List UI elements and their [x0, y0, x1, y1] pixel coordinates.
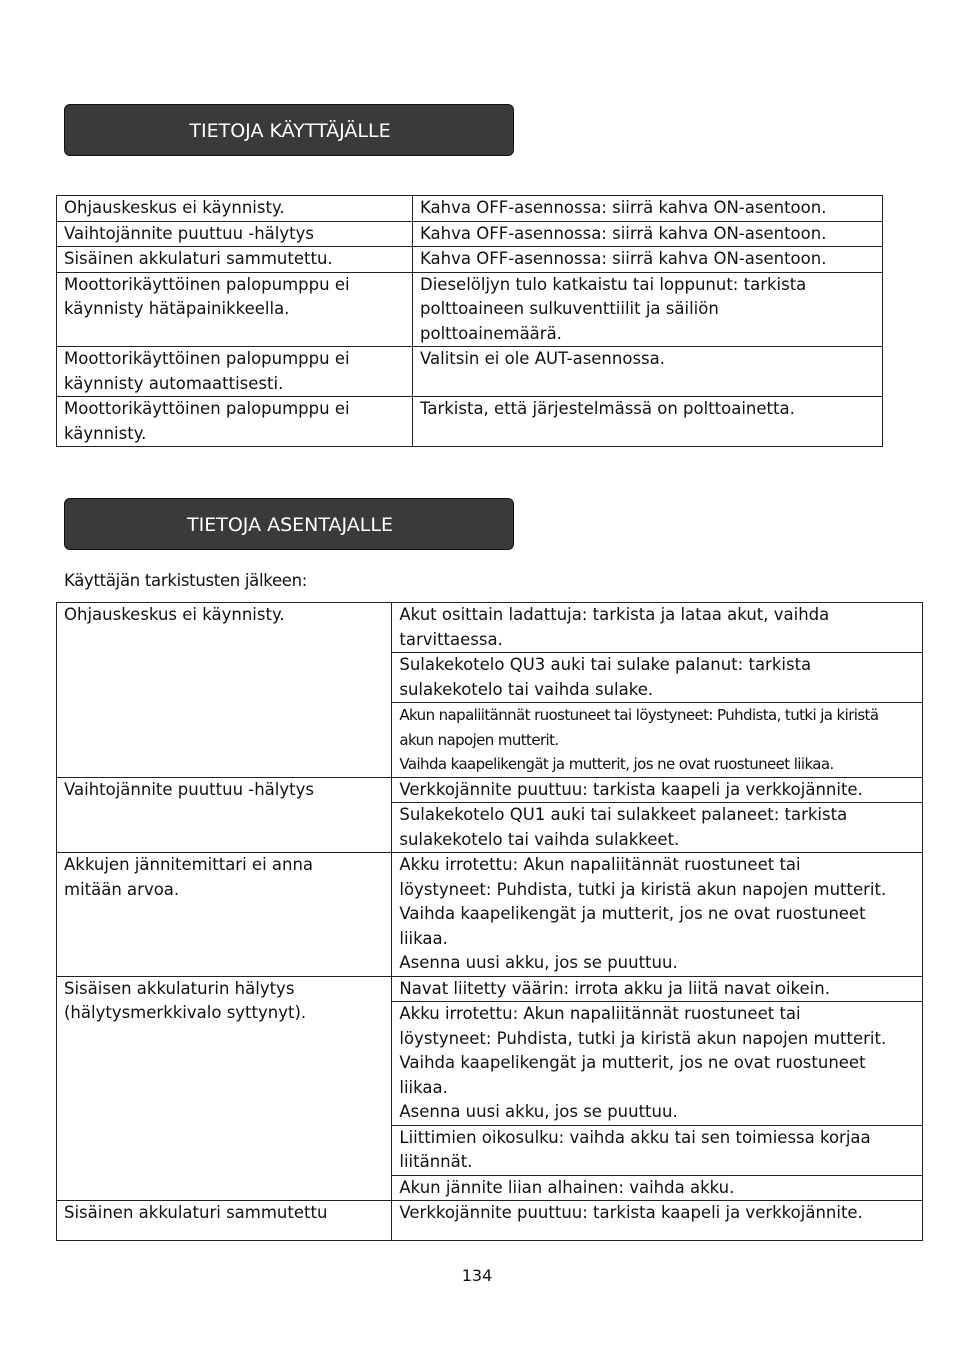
solution-cell: Akku irrotettu: Akun napaliitännät ruostuneet tai löystyneet: Puhdista, tutki ja kiristä akun napojen mutterit. Vaihda kaapelikengät ja mutterit, jos ne ovat ruostuneet liikaa. Asenna uusi akku, jos se puuttuu. — [392, 853, 923, 977]
user-troubleshooting-table — [56, 195, 883, 447]
table-row — [57, 196, 883, 222]
table-row — [57, 272, 883, 347]
solution-cell: Valitsin ei ole AUT-asennossa. — [413, 347, 883, 397]
table-row — [57, 853, 923, 977]
subheading: Käyttäjän tarkistusten jälkeen: — [64, 571, 308, 590]
solution-cell: Tarkista, että järjestelmässä on polttoainetta. — [413, 397, 883, 447]
solution-cell: Sulakekotelo QU1 auki tai sulakkeet palaneet: tarkista sulakekotelo tai vaihda sulakkeet. — [392, 803, 923, 853]
solution-cell: Verkkojännite puuttuu: tarkista kaapeli ja verkkojännite. — [392, 1201, 923, 1241]
problem-cell: Moottorikäyttöinen palopumppu ei käynnisty. — [57, 397, 413, 447]
solution-cell: Kahva OFF-asennossa: siirrä kahva ON-asentoon. — [413, 221, 883, 247]
table-row — [57, 221, 883, 247]
table-row — [57, 1201, 923, 1241]
section-title-installer: TIETOJA ASENTAJALLE — [187, 514, 393, 536]
problem-cell: Ohjauskeskus ei käynnisty. — [57, 196, 413, 222]
solution-cell: Akun jännite liian alhainen: vaihda akku. — [392, 1175, 923, 1201]
problem-cell: Moottorikäyttöinen palopumppu ei käynnisty automaattisesti. — [57, 347, 413, 397]
solution-cell: Akun napaliitännät ruostuneet tai löystyneet: Puhdista, tutki ja kiristä akun napojen mutterit. Vaihda kaapelikengät ja mutterit, jos ne ovat ruostuneet liikaa. — [392, 703, 923, 778]
solution-cell: Sulakekotelo QU3 auki tai sulake palanut: tarkista sulakekotelo tai vaihda sulake. — [392, 653, 923, 703]
installer-troubleshooting-table — [56, 602, 923, 1241]
solution-cell: Navat liitetty väärin: irrota akku ja liitä navat oikein. — [392, 976, 923, 1002]
solution-cell: Verkkojännite puuttuu: tarkista kaapeli ja verkkojännite. — [392, 777, 923, 803]
page-number: 134 — [461, 1266, 493, 1285]
problem-cell: Sisäisen akkulaturin hälytys (hälytysmerkkivalo syttynyt). — [57, 976, 392, 1201]
problem-cell: Sisäinen akkulaturi sammutettu. — [57, 247, 413, 273]
table-row — [57, 976, 923, 1002]
solution-cell: Liittimien oikosulku: vaihda akku tai sen toimiessa korjaa liitännät. — [392, 1125, 923, 1175]
section-banner-user — [64, 104, 514, 156]
problem-cell: Vaihtojännite puuttuu -hälytys — [57, 221, 413, 247]
table-row — [57, 603, 923, 653]
section-title-user: TIETOJA KÄYTTÄJÄLLE — [189, 120, 391, 142]
table-row — [57, 397, 883, 447]
problem-cell: Sisäinen akkulaturi sammutettu — [57, 1201, 392, 1241]
solution-cell: Dieselöljyn tulo katkaistu tai loppunut: tarkista polttoaineen sulkuventtiilit ja säiliön polttoainemäärä. — [413, 272, 883, 347]
table-row — [57, 777, 923, 803]
solution-cell: Kahva OFF-asennossa: siirrä kahva ON-asentoon. — [413, 196, 883, 222]
solution-cell: Akku irrotettu: Akun napaliitännät ruostuneet tai löystyneet: Puhdista, tutki ja kiristä akun napojen mutterit. Vaihda kaapelikengät ja mutterit, jos ne ovat ruostuneet liikaa. Asenna uusi akku, jos se puuttuu. — [392, 1002, 923, 1126]
table-row — [57, 347, 883, 397]
problem-cell: Moottorikäyttöinen palopumppu ei käynnisty hätäpainikkeella. — [57, 272, 413, 347]
solution-cell: Kahva OFF-asennossa: siirrä kahva ON-asentoon. — [413, 247, 883, 273]
problem-cell: Akkujen jännitemittari ei anna mitään arvoa. — [57, 853, 392, 977]
solution-cell: Akut osittain ladattuja: tarkista ja lataa akut, vaihda tarvittaessa. — [392, 603, 923, 653]
section-banner-installer — [64, 498, 514, 550]
problem-cell: Ohjauskeskus ei käynnisty. — [57, 603, 392, 778]
problem-cell: Vaihtojännite puuttuu -hälytys — [57, 777, 392, 853]
table-row — [57, 247, 883, 273]
